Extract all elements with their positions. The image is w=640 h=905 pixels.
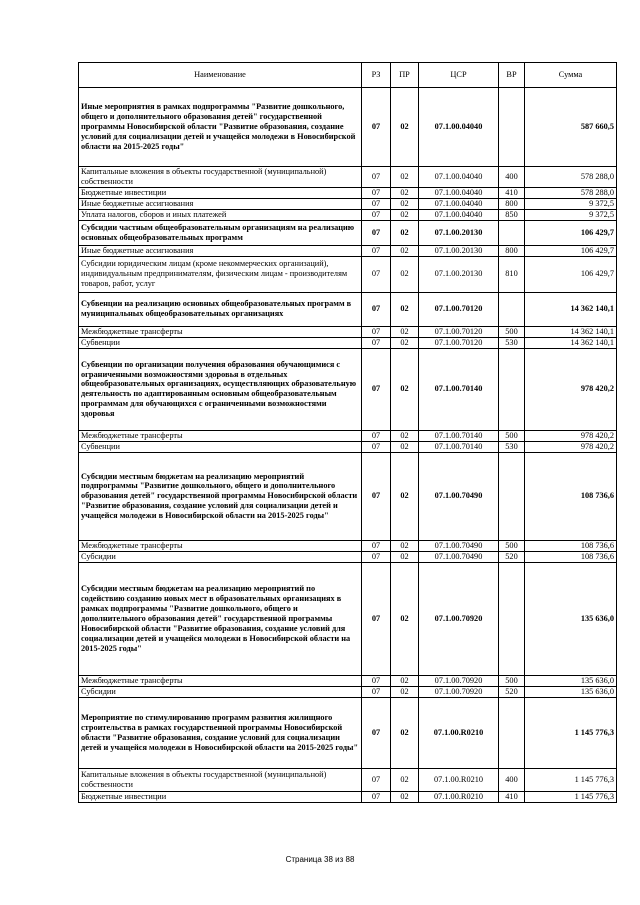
table-row (79, 292, 617, 326)
row-name: Иные мероприятия в рамках подпрограммы "Развитие дошкольного, общего и дополнительного образования детей" государственной программы Новосибирской области "Развитие образования, создание условий для социализации детей и учащейся молодежи в Новосибирской области на 2015-2025 годы" (79, 88, 362, 167)
table-row (79, 256, 617, 292)
row-sum: 1 145 776,3 (525, 768, 617, 791)
table-row (79, 209, 617, 220)
row-pr: 02 (391, 187, 419, 198)
table-row (79, 540, 617, 551)
table-row (79, 326, 617, 337)
row-csr: 07.1.00.20130 (419, 220, 499, 245)
row-rz: 07 (362, 768, 391, 791)
row-rz: 07 (362, 337, 391, 348)
row-name: Капитальные вложения в объекты государственной (муниципальной) собственности (79, 167, 362, 188)
row-pr: 02 (391, 452, 419, 540)
row-vr (499, 220, 525, 245)
table-row (79, 198, 617, 209)
row-rz: 07 (362, 88, 391, 167)
row-pr: 02 (391, 88, 419, 167)
row-pr: 02 (391, 220, 419, 245)
row-name: Мероприятие по стимулированию программ развития жилищного строительства в рамках государственной программы Новосибирской области "Развитие образования, создание условий для социализации детей и учащейся молодежи в Новосибирской области на 2015-2025 годы" (79, 697, 362, 768)
row-vr (499, 348, 525, 430)
row-csr: 07.1.00.70140 (419, 348, 499, 430)
row-pr: 02 (391, 540, 419, 551)
row-csr: 07.1.00.70490 (419, 540, 499, 551)
row-name: Субсидии частным общеобразовательным организациям на реализацию основных общеобразовательных программ (79, 220, 362, 245)
row-vr: 520 (499, 551, 525, 562)
row-rz: 07 (362, 348, 391, 430)
row-vr: 530 (499, 441, 525, 452)
row-vr: 500 (499, 675, 525, 686)
row-csr: 07.1.00.04040 (419, 167, 499, 188)
row-csr: 07.1.00.70120 (419, 337, 499, 348)
row-rz: 07 (362, 430, 391, 441)
row-csr: 07.1.00.R0210 (419, 697, 499, 768)
row-rz: 07 (362, 245, 391, 256)
table-row (79, 452, 617, 540)
row-csr: 07.1.00.70490 (419, 452, 499, 540)
row-vr (499, 562, 525, 675)
row-pr: 02 (391, 791, 419, 802)
row-name: Субвенции на реализацию основных общеобразовательных программ в муниципальных общеобразовательных организациях (79, 292, 362, 326)
row-sum: 9 372,5 (525, 209, 617, 220)
row-sum: 135 636,0 (525, 562, 617, 675)
row-sum: 14 362 140,1 (525, 292, 617, 326)
row-sum: 1 145 776,3 (525, 791, 617, 802)
row-name: Уплата налогов, сборов и иных платежей (79, 209, 362, 220)
row-sum: 587 660,5 (525, 88, 617, 167)
row-rz: 07 (362, 187, 391, 198)
row-sum: 978 420,2 (525, 348, 617, 430)
row-pr: 02 (391, 562, 419, 675)
row-sum: 978 420,2 (525, 441, 617, 452)
row-vr: 800 (499, 198, 525, 209)
row-csr: 07.1.00.R0210 (419, 791, 499, 802)
row-name: Субвенции (79, 441, 362, 452)
table-row (79, 167, 617, 188)
row-vr: 800 (499, 245, 525, 256)
row-rz: 07 (362, 167, 391, 188)
table-row (79, 187, 617, 198)
table-row (79, 430, 617, 441)
row-csr: 07.1.00.70120 (419, 292, 499, 326)
row-sum: 135 636,0 (525, 686, 617, 697)
row-pr: 02 (391, 326, 419, 337)
row-sum: 106 429,7 (525, 220, 617, 245)
row-rz: 07 (362, 551, 391, 562)
row-pr: 02 (391, 348, 419, 430)
table-row (79, 551, 617, 562)
row-vr: 810 (499, 256, 525, 292)
row-vr: 410 (499, 791, 525, 802)
row-pr: 02 (391, 675, 419, 686)
row-rz: 07 (362, 697, 391, 768)
row-sum: 108 736,6 (525, 540, 617, 551)
row-rz: 07 (362, 256, 391, 292)
row-sum: 135 636,0 (525, 675, 617, 686)
row-vr (499, 88, 525, 167)
row-pr: 02 (391, 768, 419, 791)
row-rz: 07 (362, 540, 391, 551)
table-row (79, 686, 617, 697)
table-row (79, 791, 617, 802)
row-rz: 07 (362, 220, 391, 245)
row-vr: 500 (499, 540, 525, 551)
row-vr: 850 (499, 209, 525, 220)
row-csr: 07.1.00.R0210 (419, 768, 499, 791)
row-name: Субвенции по организации получения образования обучающимися с ограниченными возможностями здоровья в отдельных общеобразовательных организациях, осуществляющих образовательную деятельность по адаптированным основным общеобразовательным программам для обучающихся с ограниченными возможностями здоровья (79, 348, 362, 430)
row-sum: 108 736,6 (525, 551, 617, 562)
row-name: Субсидии (79, 686, 362, 697)
row-vr (499, 292, 525, 326)
row-csr: 07.1.00.04040 (419, 187, 499, 198)
row-csr: 07.1.00.70920 (419, 675, 499, 686)
row-vr (499, 452, 525, 540)
row-pr: 02 (391, 686, 419, 697)
header-rz: РЗ (362, 63, 391, 88)
row-vr: 400 (499, 167, 525, 188)
table-row (79, 441, 617, 452)
row-rz: 07 (362, 686, 391, 697)
row-rz: 07 (362, 198, 391, 209)
row-name: Бюджетные инвестиции (79, 187, 362, 198)
row-pr: 02 (391, 245, 419, 256)
row-sum: 578 288,0 (525, 167, 617, 188)
table-body (79, 88, 617, 803)
row-sum: 9 372,5 (525, 198, 617, 209)
row-csr: 07.1.00.04040 (419, 198, 499, 209)
row-csr: 07.1.00.70490 (419, 551, 499, 562)
row-name: Иные бюджетные ассигнования (79, 198, 362, 209)
row-sum: 578 288,0 (525, 187, 617, 198)
row-pr: 02 (391, 697, 419, 768)
row-rz: 07 (362, 292, 391, 326)
table-row (79, 220, 617, 245)
table-row (79, 562, 617, 675)
table-row (79, 697, 617, 768)
row-name: Субсидии (79, 551, 362, 562)
row-rz: 07 (362, 791, 391, 802)
row-rz: 07 (362, 675, 391, 686)
row-rz: 07 (362, 326, 391, 337)
row-sum: 1 145 776,3 (525, 697, 617, 768)
row-pr: 02 (391, 256, 419, 292)
row-name: Субсидии местным бюджетам на реализацию мероприятий подпрограммы "Развитие дошкольного, общего и дополнительного образования детей" государственной программы Новосибирской области "Развитие образования, создание условий для социализации детей и учащейся молодежи в Новосибирской области на 2015-2025 годы" (79, 452, 362, 540)
row-name: Бюджетные инвестиции (79, 791, 362, 802)
row-csr: 07.1.00.04040 (419, 88, 499, 167)
row-sum: 14 362 140,1 (525, 326, 617, 337)
row-pr: 02 (391, 337, 419, 348)
row-sum: 14 362 140,1 (525, 337, 617, 348)
page-number: Страница 38 из 88 (285, 855, 355, 864)
header-pr: ПР (391, 63, 419, 88)
row-sum: 978 420,2 (525, 430, 617, 441)
row-pr: 02 (391, 430, 419, 441)
row-name: Иные бюджетные ассигнования (79, 245, 362, 256)
row-vr (499, 697, 525, 768)
table-header-row (79, 63, 617, 88)
table-row (79, 245, 617, 256)
header-vr: ВР (499, 63, 525, 88)
row-name: Субсидии юридическим лицам (кроме некоммерческих организаций), индивидуальным предпринимателям, физическим лицам - производителям товаров, работ, услуг (79, 256, 362, 292)
row-csr: 07.1.00.70140 (419, 430, 499, 441)
row-rz: 07 (362, 452, 391, 540)
header-csr: ЦСР (419, 63, 499, 88)
table-row (79, 337, 617, 348)
row-sum: 106 429,7 (525, 256, 617, 292)
row-pr: 02 (391, 551, 419, 562)
table-row (79, 88, 617, 167)
row-name: Субвенции (79, 337, 362, 348)
row-vr: 410 (499, 187, 525, 198)
row-sum: 106 429,7 (525, 245, 617, 256)
row-pr: 02 (391, 167, 419, 188)
table-row (79, 768, 617, 791)
row-csr: 07.1.00.70920 (419, 562, 499, 675)
row-rz: 07 (362, 209, 391, 220)
row-name: Субсидии местным бюджетам на реализацию мероприятий по содействию созданию новых мест в образовательных организациях в рамках подпрограммы "Развитие дошкольного, общего и дополнительного образования детей" государственной программы Новосибирской области "Развитие образования, создание условий для социализации детей и учащейся молодежи в Новосибирской области на 2015-2025 годы" (79, 562, 362, 675)
row-name: Межбюджетные трансферты (79, 540, 362, 551)
header-sum: Сумма (525, 63, 617, 88)
row-csr: 07.1.00.70120 (419, 326, 499, 337)
row-vr: 520 (499, 686, 525, 697)
row-sum: 108 736,6 (525, 452, 617, 540)
row-csr: 07.1.00.04040 (419, 209, 499, 220)
row-pr: 02 (391, 441, 419, 452)
row-rz: 07 (362, 562, 391, 675)
header-name: Наименование (79, 63, 362, 88)
row-name: Межбюджетные трансферты (79, 430, 362, 441)
row-pr: 02 (391, 292, 419, 326)
row-vr: 500 (499, 430, 525, 441)
row-name: Капитальные вложения в объекты государственной (муниципальной) собственности (79, 768, 362, 791)
table-row (79, 348, 617, 430)
row-pr: 02 (391, 198, 419, 209)
row-vr: 500 (499, 326, 525, 337)
budget-table (78, 62, 617, 803)
row-rz: 07 (362, 441, 391, 452)
row-name: Межбюджетные трансферты (79, 326, 362, 337)
table-row (79, 675, 617, 686)
row-csr: 07.1.00.20130 (419, 245, 499, 256)
row-csr: 07.1.00.20130 (419, 256, 499, 292)
row-pr: 02 (391, 209, 419, 220)
row-vr: 530 (499, 337, 525, 348)
row-csr: 07.1.00.70140 (419, 441, 499, 452)
row-name: Межбюджетные трансферты (79, 675, 362, 686)
row-csr: 07.1.00.70920 (419, 686, 499, 697)
row-vr: 400 (499, 768, 525, 791)
